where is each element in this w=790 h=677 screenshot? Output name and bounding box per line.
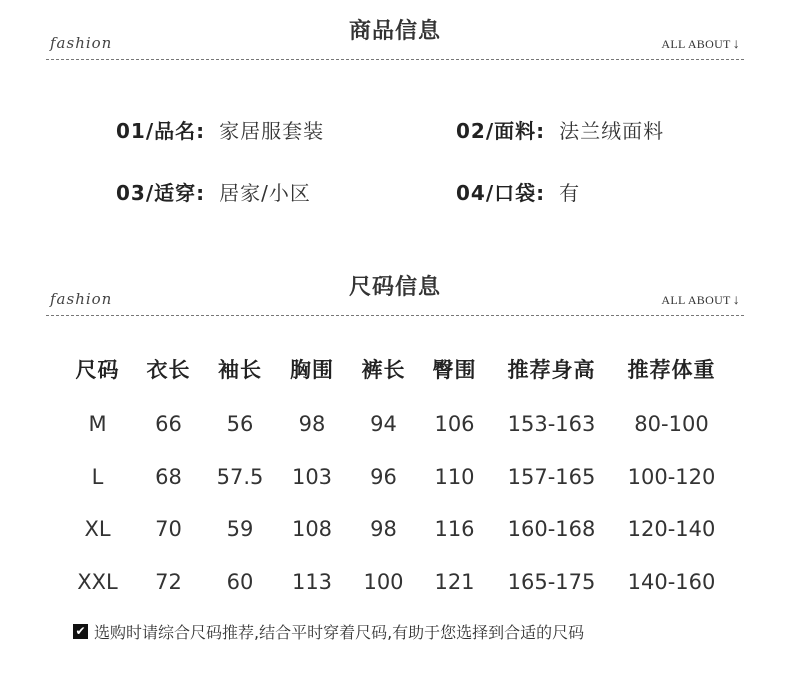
column-header: 尺码 xyxy=(75,358,120,382)
size-note-text: 选购时请综合尺码推荐,结合平时穿着尺码,有助于您选择到合适的尺码 xyxy=(94,623,585,642)
table-cell: 59 xyxy=(226,517,254,542)
column-header: 袖长 xyxy=(218,358,262,382)
all-about-label xyxy=(661,37,740,53)
table-cell: 108 xyxy=(291,517,333,542)
column-header: 推荐体重 xyxy=(627,358,716,382)
table-cell: 100 xyxy=(363,569,404,594)
table-cell: 120-140 xyxy=(627,517,716,542)
table-cell: 80-100 xyxy=(634,412,709,437)
info-key: 02/面料: xyxy=(456,119,546,143)
column-header: 胸围 xyxy=(290,358,334,382)
arrow-down-icon: ↓ xyxy=(732,37,740,52)
info-item-pocket xyxy=(456,177,580,206)
table-cell: M xyxy=(88,412,107,437)
column-header: 推荐身高 xyxy=(507,358,596,382)
table-cell: 160-168 xyxy=(507,517,596,542)
info-key: 01/品名: xyxy=(116,119,206,143)
info-value: 居家/小区 xyxy=(219,181,311,205)
column-header: 衣长 xyxy=(146,358,191,382)
table-cell: 121 xyxy=(434,569,475,594)
table-cell: XL xyxy=(84,517,111,542)
table-cell: 153-163 xyxy=(507,412,596,437)
checkmark-icon: ✔ xyxy=(73,624,88,639)
info-key: 03/适穿: xyxy=(116,181,206,205)
table-cell: 103 xyxy=(291,464,333,489)
table-cell: 113 xyxy=(291,569,333,594)
table-cell: 60 xyxy=(226,569,254,594)
table-cell: 98 xyxy=(298,412,326,437)
info-value: 法兰绒面料 xyxy=(559,119,665,143)
size-note xyxy=(73,620,584,643)
table-cell: 70 xyxy=(155,517,182,542)
table-cell: 56 xyxy=(226,412,254,437)
info-item-suitable xyxy=(116,177,311,206)
table-cell: 157-165 xyxy=(507,464,596,489)
table-cell: 72 xyxy=(155,569,182,594)
table-cell: 165-175 xyxy=(507,569,596,594)
all-about-label xyxy=(661,293,740,309)
table-cell: 100-120 xyxy=(627,464,716,489)
info-value: 家居服套装 xyxy=(219,119,325,143)
info-item-name xyxy=(116,115,324,144)
fashion-script-label: fashion xyxy=(50,290,113,308)
table-row xyxy=(62,398,730,451)
table-cell: XXL xyxy=(77,569,118,594)
table-cell: L xyxy=(91,464,104,489)
size-table xyxy=(62,340,730,608)
section-divider xyxy=(46,59,744,60)
all-about-text: ALL ABOUT xyxy=(661,37,731,51)
column-header: 裤长 xyxy=(361,358,406,382)
fashion-script-label: fashion xyxy=(50,34,113,52)
table-row xyxy=(62,451,730,504)
section-divider xyxy=(46,315,744,316)
info-item-fabric xyxy=(456,115,664,144)
table-row xyxy=(62,503,730,556)
table-cell: 110 xyxy=(434,464,475,489)
table-cell: 66 xyxy=(155,412,182,437)
info-key: 04/口袋: xyxy=(456,181,546,205)
arrow-down-icon: ↓ xyxy=(732,293,740,308)
table-cell: 94 xyxy=(370,412,397,437)
product-info-title: 商品信息 xyxy=(348,19,441,44)
table-cell: 57.5 xyxy=(216,464,264,489)
table-row xyxy=(62,556,730,609)
table-cell: 96 xyxy=(370,464,397,489)
size-info-title: 尺码信息 xyxy=(348,275,441,300)
table-cell: 68 xyxy=(155,464,182,489)
size-table-header-row xyxy=(62,340,730,398)
all-about-text: ALL ABOUT xyxy=(661,293,731,307)
column-header: 臀围 xyxy=(432,358,477,382)
table-cell: 106 xyxy=(434,412,475,437)
table-cell: 98 xyxy=(370,517,397,542)
table-cell: 140-160 xyxy=(627,569,716,594)
info-value: 有 xyxy=(559,181,581,205)
table-cell: 116 xyxy=(434,517,475,542)
